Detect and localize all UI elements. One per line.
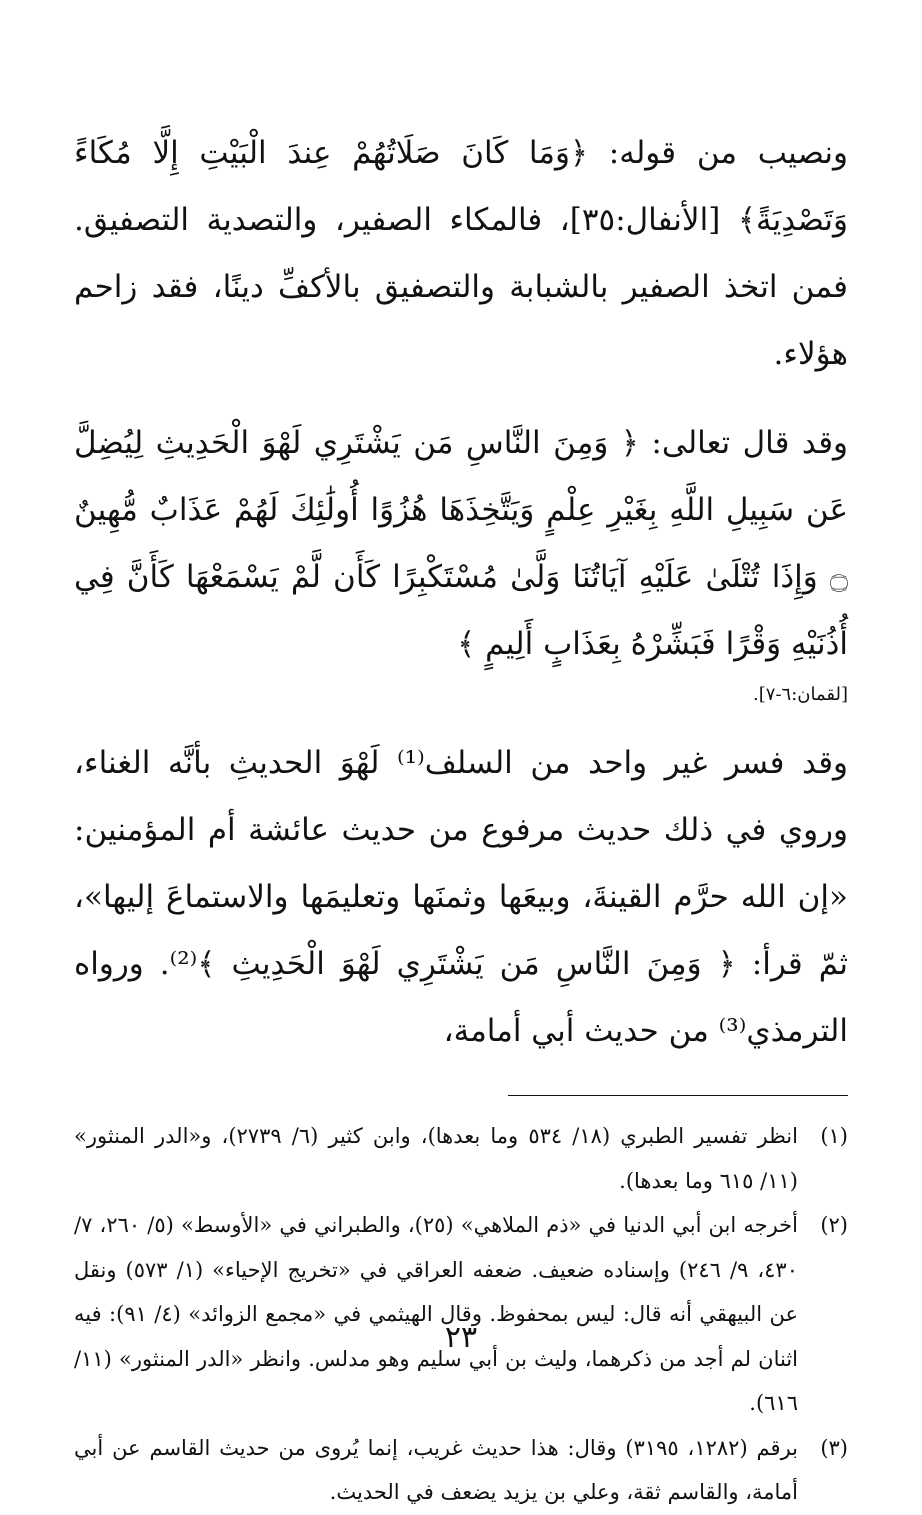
paragraph-3: وقد فسر غير واحد من السلف⁽¹⁾ لَهْوَ الحديثِ بأنَّه الغناء، وروي في ذلك حديث مرفوع من حديث عائشة أم المؤمنين: «إن الله حرَّم القينةَ، وبيعَها وثمنَها وتعليمَها والاستماعَ إليها»، ثمّ قرأ: ﴿ وَمِنَ النَّاسِ مَن يَشْتَرِي لَهْوَ الْحَدِيثِ ﴾⁽²⁾. ورواه الترمذي⁽³⁾ من حديث أبي أمامة، xyxy=(74,745,849,1049)
page-number: ٢٣ xyxy=(444,1320,478,1355)
footnote-text: برقم (١٢٨٢، ٣١٩٥) وقال: هذا حديث غريب، إنما يُروى من حديث القاسم عن أبي أمامة، والقاسم ثقة، وعلي بن يزيد يضعف في الحديث. xyxy=(74,1435,798,1504)
footnote-2 xyxy=(74,1203,848,1426)
footnote-divider xyxy=(508,1095,848,1096)
footnote-3 xyxy=(74,1426,848,1515)
footnote-number: (٣) xyxy=(820,1435,848,1460)
footnote-text: أخرجه ابن أبي الدنيا في «ذم الملاهي» (٢٥)، والطبراني في «الأوسط» (٥/ ٢٦٠، ٧/ ٤٣٠، ٩/ ٢٤٦) وإسناده ضعيف. ضعفه العراقي في «تخريج الإحياء» (١/ ٥٧٣) ونقل عن البيهقي أنه قال: ليس بمحفوظ. وقال الهيثمي في «مجمع الزوائد» (٤/ ٩١): فيه اثنان لم أجد من ذكرهما، وليث بن أبي سليم وهو مدلس. وانظر «الدر المنثور» (١١/ ٦١٦). xyxy=(74,1213,799,1415)
footnote-number: (٢) xyxy=(820,1213,848,1237)
paragraph-1: ونصيب من قوله: ﴿وَمَا كَانَ صَلَاتُهُمْ عِندَ الْبَيْتِ إِلَّا مُكَاءً وَتَصْدِيَةً﴾ [الأنفال:٣٥]، فالمكاء الصفير، والتصدية التصفيق. فمن اتخذ الصفير بالشبابة والتصفيق بالأكفِّ دينًا، فقد زاحم هؤلاء. xyxy=(74,135,849,372)
footnote-1 xyxy=(74,1114,848,1203)
footnote-number: (١) xyxy=(820,1124,848,1148)
footnote-text: انظر تفسير الطبري (١٨/ ٥٣٤ وما بعدها)، وابن كثير (٦/ ٢٧٣٩)، و«الدر المنثور» (١١/ ٦١٥ وما بعدها). xyxy=(74,1124,798,1193)
main-text xyxy=(74,120,848,1065)
verse-reference: [لقمان:٦-٧]. xyxy=(753,684,848,705)
paragraph-2: وقد قال تعالى: ﴿ وَمِنَ النَّاسِ مَن يَشْتَرِي لَهْوَ الْحَدِيثِ لِيُضِلَّ عَن سَبِيلِ اللَّهِ بِغَيْرِ عِلْمٍ وَيَتَّخِذَهَا هُزُوًا أُولَٰئِكَ لَهُمْ عَذَابٌ مُّهِينٌ ۝ وَإِذَا تُتْلَىٰ عَلَيْهِ آيَاتُنَا وَلَّىٰ مُسْتَكْبِرًا كَأَن لَّمْ يَسْمَعْهَا كَأَنَّ فِي أُذُنَيْهِ وَقْرًا فَبَشِّرْهُ بِعَذَابٍ أَلِيمٍ ﴾ xyxy=(74,425,848,662)
footnotes xyxy=(74,1114,848,1515)
